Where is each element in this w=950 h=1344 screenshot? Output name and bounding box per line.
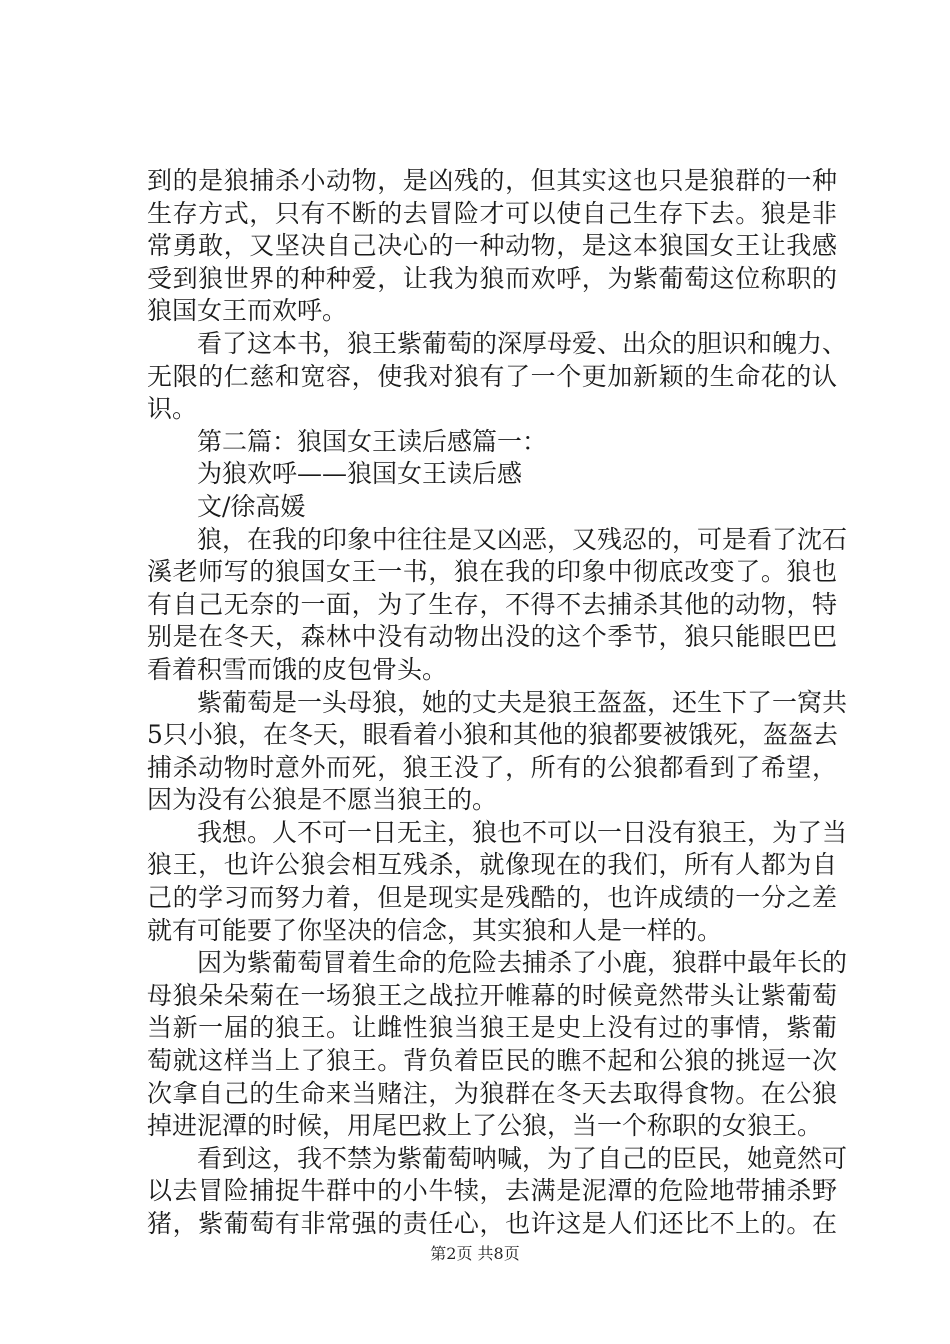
text-line: 捕杀动物时意外而死，狼王没了，所有的公狼都看到了希望， <box>147 752 837 782</box>
section-heading: 第二篇：狼国女王读后感篇一： <box>147 426 548 456</box>
text-line: 到的是狼捕杀小动物，是凶残的，但其实这也只是狼群的一种 <box>147 166 837 195</box>
text-line: 受到狼世界的种种爱，让我为狼而欢呼，为紫葡萄这位称职的 <box>147 263 837 293</box>
text-line: 母狼朵朵菊在一场狼王之战拉开帷幕的时候竟然带头让紫葡萄 <box>147 980 837 1010</box>
text-line: 次拿自己的生命来当赌注，为狼群在冬天去取得食物。在公狼 <box>147 1078 837 1108</box>
text-line: 别是在冬天，森林中没有动物出没的这个季节，狼只能眼巴巴 <box>147 622 837 652</box>
text-line: 狼，在我的印象中往往是又凶恶，又残忍的，可是看了沈石 <box>147 524 848 554</box>
text-line: 狼王，也许公狼会相互残杀，就像现在的我们，所有人都为自 <box>147 850 837 880</box>
body-text <box>147 165 848 1241</box>
text-line: 5只小狼，在冬天，眼看着小狼和其他的狼都要被饿死，盔盔去 <box>147 720 838 750</box>
text-line: 识。 <box>147 394 198 424</box>
text-line: 以去冒险捕捉牛群中的小牛犊，去满是泥潭的危险地带捕杀野 <box>147 1176 837 1206</box>
text-line: 有自己无奈的一面，为了生存，不得不去捕杀其他的动物，特 <box>147 589 837 619</box>
text-line: 己的学习而努力着，但是现实是残酷的，也许成绩的一分之差 <box>147 883 837 913</box>
text-line: 紫葡萄是一头母狼，她的丈夫是狼王盔盔，还生下了一窝共 <box>147 687 848 717</box>
text-line: 生存方式，只有不断的去冒险才可以使自己生存下去。狼是非 <box>147 198 837 228</box>
text-line: 溪老师写的狼国女王一书，狼在我的印象中彻底改变了。狼也 <box>147 557 837 587</box>
page-footer: 第2页 共8页 <box>430 1244 520 1263</box>
text-line: 因为紫葡萄冒着生命的危险去捕杀了小鹿，狼群中最年长的 <box>147 948 848 978</box>
text-line: 就有可能要了你坚决的信念，其实狼和人是一样的。 <box>147 915 723 945</box>
text-line: 无限的仁慈和宽容，使我对狼有了一个更加新颖的生命花的认 <box>147 361 837 391</box>
text-line: 狼国女王而欢呼。 <box>147 296 348 326</box>
text-line: 因为没有公狼是不愿当狼王的。 <box>147 785 498 815</box>
text-line: 萄就这样当上了狼王。背负着臣民的瞧不起和公狼的挑逗一次 <box>147 1046 837 1076</box>
text-line: 当新一届的狼王。让雌性狼当狼王是史上没有过的事情，紫葡 <box>147 1013 837 1043</box>
text-line: 猪，紫葡萄有非常强的责任心，也许这是人们还比不上的。在 <box>147 1209 837 1238</box>
text-line: 掉进泥潭的时候，用尾巴救上了公狼，当一个称职的女狼王。 <box>147 1111 823 1141</box>
article-author: 文/徐高媛 <box>147 491 306 521</box>
text-line: 看到这，我不禁为紫葡萄呐喊，为了自己的臣民，她竟然可 <box>147 1143 848 1173</box>
article-title: 为狼欢呼——狼国女王读后感 <box>147 459 523 489</box>
text-line: 常勇敢，又坚决自己决心的一种动物，是这本狼国女王让我感 <box>147 231 837 261</box>
text-line: 我想。人不可一日无主，狼也不可以一日没有狼王，为了当 <box>147 817 848 847</box>
text-line: 看着积雪而饿的皮包骨头。 <box>147 654 448 684</box>
text-line: 看了这本书，狼王紫葡萄的深厚母爱、出众的胆识和魄力、 <box>147 328 848 358</box>
